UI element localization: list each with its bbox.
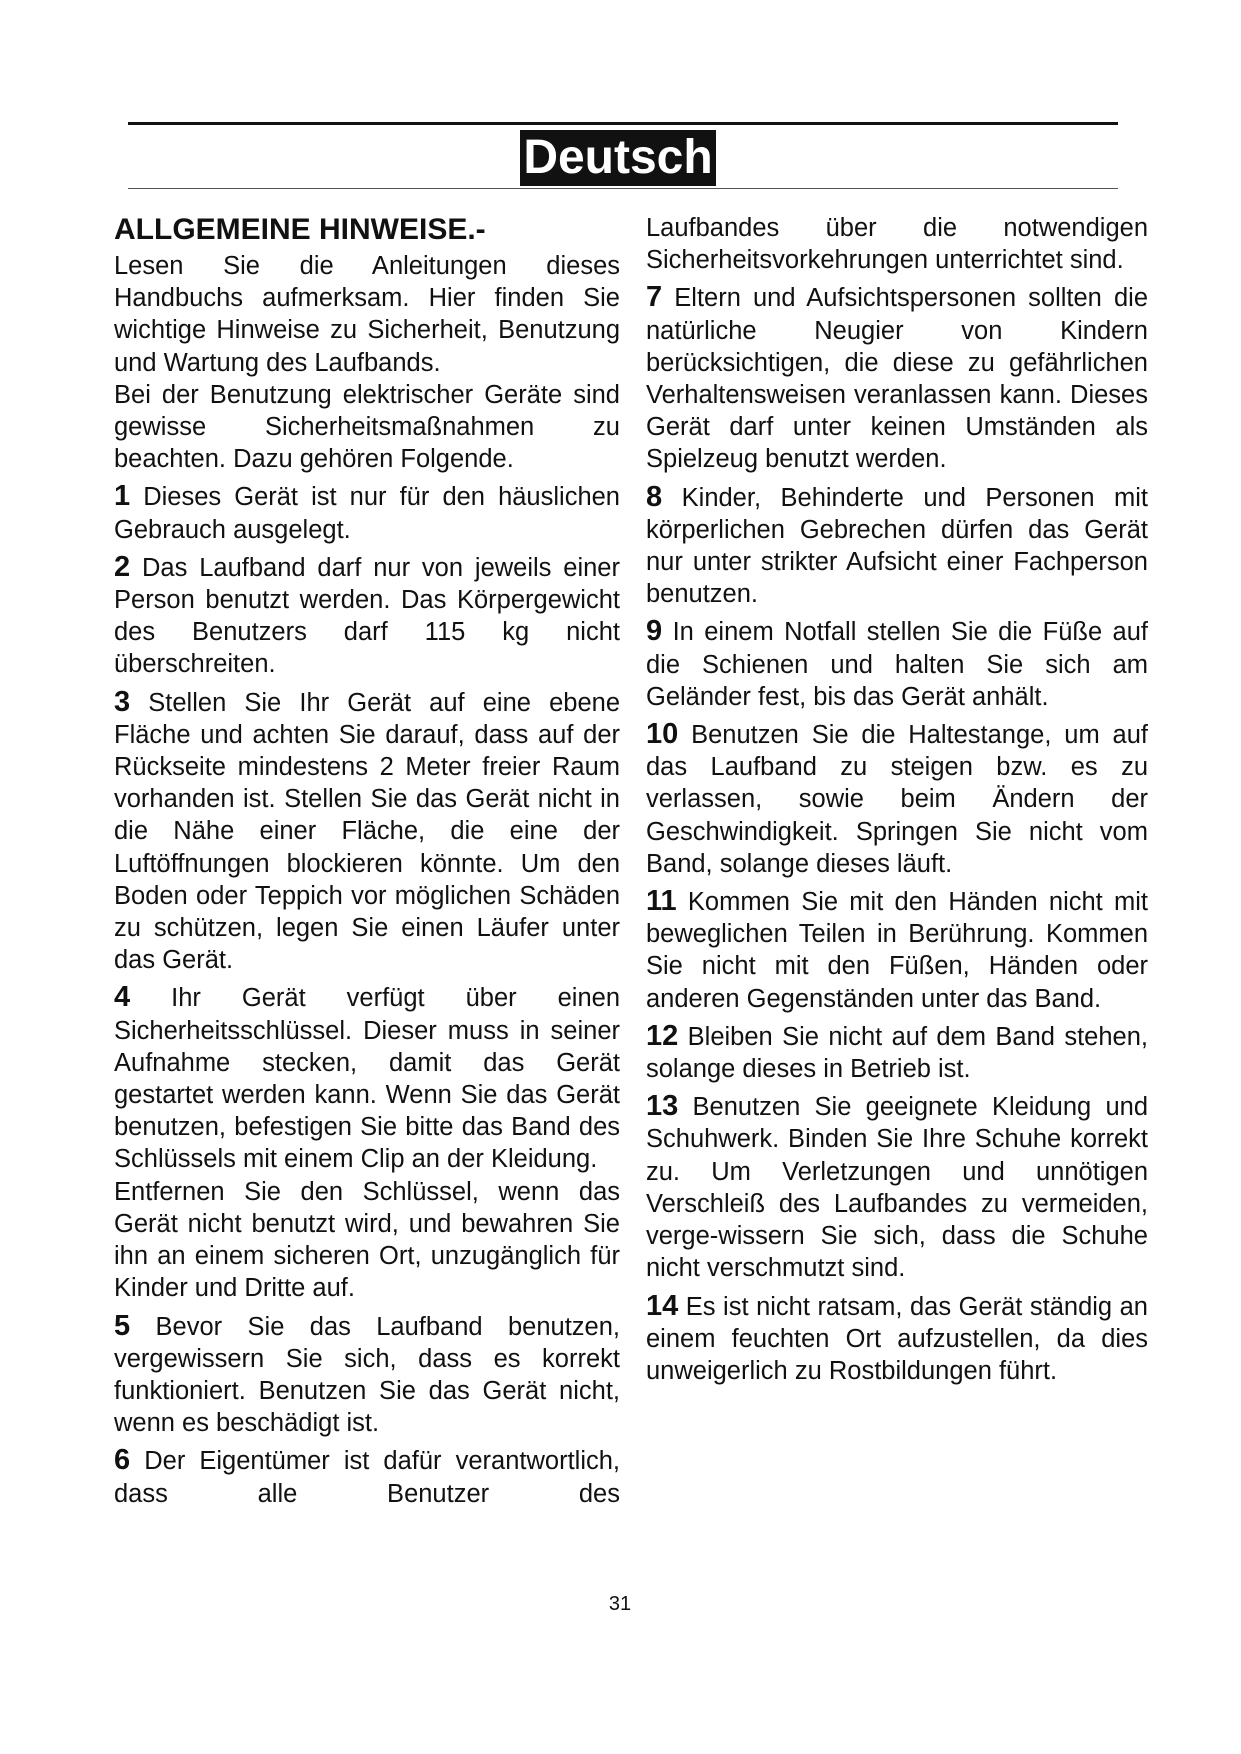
item-text: Kommen Sie mit den Händen nicht mit beweglichen Teilen in Berührung. Kommen Sie nicht mit den Füßen, Händen oder anderen Gegenständen unter das Band. (646, 888, 1148, 1013)
item-number: 11 (646, 885, 677, 918)
item-text: Bleiben Sie nicht auf dem Band stehen, solange dieses in Betrieb ist. (646, 1022, 1148, 1084)
item-number: 2 (114, 550, 131, 583)
list-item-6 (114, 1444, 620, 1509)
item-text: Es ist nicht ratsam, das Gerät ständig an einem feuchten Ort aufzustellen, da dies unweigerlich zu Rostbildungen führt. (646, 1292, 1148, 1385)
language-label: Deutsch (520, 130, 716, 186)
page-number: 31 (608, 1593, 632, 1615)
item-number: 8 (646, 480, 663, 513)
item-number: 3 (114, 685, 131, 718)
item-text: Benutzen Sie die Haltestange, um auf das Laufband zu steigen bzw. es zu verlassen, sowie beim Ändern der Geschwindigkeit. Springen Sie nicht vom Band, solange dieses läuft. (646, 721, 1148, 878)
item-text: Kinder, Behinderte und Personen mit körperlichen Gebrechen dürfen das Gerät nur unter strikter Aufsicht einer Fachperson benutzen. (646, 483, 1149, 609)
item-text: Eltern und Aufsichtspersonen sollten die natürliche Neugier von Kindern berücksichtigen, die diese zu gefährlichen Verhaltensweisen veranlassen kann. Dieses Gerät darf unter keinen Umständen als Spielzeug benutzt werden. (646, 284, 1148, 474)
list-item-4 (114, 981, 620, 1175)
item-text: Dieses Gerät ist nur für den häuslichen Gebrauch ausgelegt. (114, 483, 620, 544)
list-item-13 (646, 1090, 1148, 1284)
item-text: Ihr Gerät verfügt über einen Sicherheitsschlüssel. Dieser muss in seiner Aufnahme stecken, damit das Gerät gestartet werden kann. Wenn Sie das Gerät benutzen, befestigen Sie bitte das Band des Schlüssels mit einem Clip an der Kleidung. (114, 984, 620, 1174)
list-item-12 (646, 1020, 1148, 1085)
list-item-11 (646, 885, 1148, 1015)
item-number: 4 (114, 981, 131, 1014)
item-text: Benutzen Sie geeignete Kleidung und Schuhwerk. Binden Sie Ihre Schuhe korrekt zu. Um Verletzungen und unnötigen Verschleiß des Laufbandes zu vermeiden, verge-wissern Sie sich, dass die Schuhe nicht verschmutzt sind. (646, 1093, 1148, 1283)
item-number: 9 (646, 615, 663, 648)
list-item-3 (114, 686, 620, 977)
left-column (114, 212, 620, 1510)
list-item-1 (114, 480, 620, 545)
item-text: Der Eigentümer ist dafür verantwortlich, dass alle Benutzer des (114, 1447, 620, 1508)
list-item-9 (646, 615, 1148, 713)
list-item-5 (114, 1310, 620, 1440)
item-number: 6 (114, 1444, 131, 1477)
list-item-10 (646, 718, 1148, 880)
item-number: 5 (114, 1309, 131, 1342)
item-text: Stellen Sie Ihr Gerät auf eine ebene Fläche und achten Sie darauf, dass auf der Rückseite mindestens 2 Meter freier Raum vorhanden ist. Stellen Sie das Gerät nicht in die Nähe einer Fläche, die eine der Luftöffnungen blockieren könnte. Um den Boden oder Teppich vor möglichen Schäden zu schützen, legen Sie einen Läufer unter das Gerät. (114, 688, 620, 975)
item-text: Bevor Sie das Laufband benutzen, vergewissern Sie sich, dass es korrekt funktioniert. Benutzen Sie das Gerät nicht, wenn es beschädigt ist. (114, 1312, 620, 1438)
section-title: ALLGEMEINE HINWEISE.- (114, 213, 486, 246)
item-number: 7 (646, 281, 663, 314)
item-number: 14 (646, 1289, 679, 1322)
item-number: 13 (646, 1090, 679, 1123)
intro-paragraph-2: Bei der Benutzung elektrischer Geräte sind gewisse Sicherheitsmaßnahmen zu beachten. Dazu gehören Folgende. (114, 380, 620, 474)
right-column (646, 212, 1148, 1387)
list-item-8 (646, 481, 1148, 611)
item-text: In einem Notfall stellen Sie die Füße auf die Schienen und halten Sie sich am Geländer fest, bis das Gerät anhält. (646, 618, 1148, 711)
item-number: 12 (646, 1019, 679, 1052)
list-item-14 (646, 1290, 1148, 1388)
item-number: 10 (646, 718, 679, 751)
intro-paragraph-1: Lesen Sie die Anleitungen dieses Handbuchs aufmerksam. Hier finden Sie wichtige Hinweise zu Sicherheit, Benutzung und Wartung des Laufbands. (114, 252, 620, 377)
item-number: 1 (114, 480, 131, 513)
header-rule-top (128, 122, 1118, 125)
list-item-7 (646, 281, 1148, 475)
list-item-4-extra: Entfernen Sie den Schlüssel, wenn das Gerät nicht benutzt wird, und bewahren Sie ihn an einem sicheren Ort, unzugänglich für Kinder und Dritte auf. (114, 1177, 620, 1303)
list-item-6-continued: Laufbandes über die notwendigen Sicherheitsvorkehrungen unterrichtet sind. (646, 214, 1148, 275)
header-rule-bottom (128, 188, 1118, 189)
list-item-2 (114, 551, 620, 681)
item-text: Das Laufband darf nur von jeweils einer Person benutzt werden. Das Körpergewicht des Benutzers darf 115 kg nicht überschreiten. (114, 553, 620, 679)
